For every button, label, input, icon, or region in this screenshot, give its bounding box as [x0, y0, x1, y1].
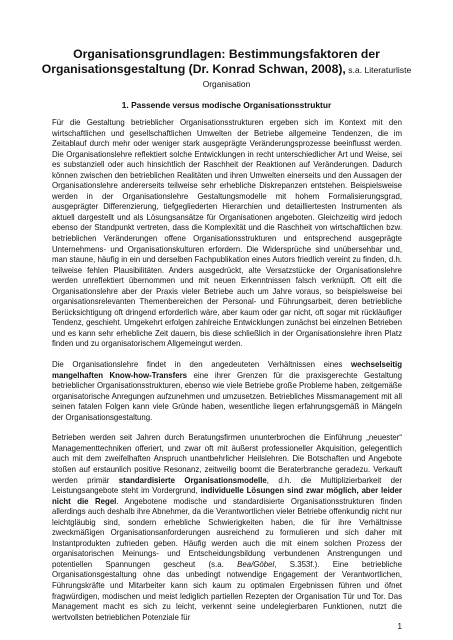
paragraph-3-text-e: . Angebotene modische und standardisierte Organisationsstrukturen finden allerdings auch deshalb ihre Abnehmer, da die Verantwortlichen vieler Betriebe offenkundig nicht nur leichtgläubig sind, sondern erhebliche Schwierigkeiten haben, die für ihre Verhältnisse zweckmäßigen Organisationsanforderungen ausreichend zu formulieren und sich daher mit Instantprodukten zufrieden geben. Häufig werden auch die mit einem solchen Prozess der organisatorischen Meinungs- und Entscheidungsbildung verbundenen Anstrengungen und potentiellen Spannungen gescheut (s.a. — [52, 496, 402, 569]
body-text — [52, 118, 402, 633]
paragraph-3-citation: Bea/Göbel — [237, 559, 275, 569]
paragraph-1-text: Für die Gestaltung betrieblicher Organisationsstrukturen ergeben sich im Kontext mit den wirtschaftlichen und gesellschaftlichen Umwelten der Betriebe allgemeine Tendenzen, die im Zeitablauf durch mehr oder weniger stark ausgeprägte Veränderungsprozesse beeinflusst werden. Die Organisationslehre reflektiert solche Entwicklungen in recht unterschiedlicher Art und Weise, sei es substanziell oder auch hinsichtlich der Raschheit der Reaktionen auf Veränderungen. Dadurch können zwischen den betrieblichen Realitäten und ihren Umwelten einerseits und den Aussagen der Organisationslehre andererseits teilweise sehr erhebliche Diskrepanzen entstehen. Beispielsweise werden in der Organisationslehre Gestaltungsmodelle mit hohem Formalisierungsgrad, ausgeprägter Differenzierung, tiefgegliederten Hierarchien und detailliertesten Instrumenten als aktuell dargestellt und als Lösungsansätze für Organisationen angeboten. Gleichzeitig wird jedoch ebenso der Standpunkt vertreten, dass die Komplexität und die Raschheit von wirtschaftlichen bzw. betrieblichen Veränderungen offene Organisationsstrukturen und entsprechend ausgeprägte Unternehmens- und Organisationskulturen erfordern. Die Widersprüche sind unübersehbar und, man staune, häufig in ein und derselben Fachpublikation eines Autors friedlich vereint zu finden, d.h. teilweise fehlen Plausibilitäten. Anders ausgedrückt, alte Versatzstücke der Organisationslehre werden unreflektiert übernommen und mit neuen Erkenntnissen falsch verknüpft. Oft eilt die Organisationslehre aber der Praxis vieler Betriebe auch um Jahre voraus, so beispielsweise bei organisationsrelevanten Themenbereichen der Personal- und Führungsarbeit, deren betriebliche Berücksichtigung oft dringend erforderlich wäre, aber kaum oder gar nicht, oft sogar mit rückläufiger Tendenz, geschieht. Umgekehrt erfolgen zahlreiche Entwicklungen zunächst bei einzelnen Betrieben und es kann sehr erhebliche Zeit dauern, bis diese schließlich in der Organisationslehre ihren Platz finden und zu organisatorischem Allgemeingut werden. — [52, 118, 402, 349]
paragraph-3-text-a: Betrieben werden seit Jahren durch Beratungsfirmen ununterbrochen die Einführung „neuester“ Managementtechniken offeriert, und zwar oft mit äußerst professioneller Akquisition, gelegentlich auch mit dem zweifelhaften Anspruch unantbehrlicher Heilslehren. Die Botschaften und Angebote stoßen auf erstaunlich positive Resonanz, zeitweilig boomt die Beraterbranche geradezu. Verkauft werden primär — [52, 433, 402, 485]
title-main: Organisationsgrundlagen: Bestimmungsfaktoren der Organisationsgestaltung (Dr. Konrad Schwan, 2008), — [41, 47, 380, 76]
paragraph-2-text-c: eine ihrer Grenzen für die praxisgerechte Gestaltung betrieblicher Organisationsstrukturen, ebenso wie viele Betriebe große Probleme haben, zeitgemäße organisatorische Anregungen aufzunehmen und umzusetzen. Betriebliches Missmanagement mit all seinen fatalen Folgen kann viele Gründe haben, wesentliche liegen erfahrungsgemäß in Mängeln der Organisationsgestaltung. — [52, 370, 402, 422]
paragraph-2-emphasis: wechselseitig mangelhaften Know-how-Transfers — [52, 360, 402, 380]
page-title — [40, 47, 413, 78]
paragraph-3-text-g: , S.353f.). Eine betriebliche Organisationsgestaltung ohne das unbedingt notwendige Engagement der Verantwortlichen, Führungskräfte und Mitarbeiter kann sich kaum zu optimalen Ergebnissen führen und öfnet fragwürdigen, modischen und meist lediglich partiellen Rezepten der Organisation Tür und Tor. Das Management macht es sich zu leicht, verkennt seine undelegierbaren Funktionen, nutzt die wertvollsten betrieblichen Potenziale für — [52, 559, 402, 622]
paragraph-1 — [52, 118, 402, 350]
paragraph-3-emphasis-2: individuelle Lösungen sind zwar möglich, aber leider nicht die Regel — [52, 486, 402, 506]
paragraph-3 — [52, 433, 402, 623]
paragraph-2 — [52, 360, 402, 423]
title-suffix: s.a. Literaturliste — [345, 65, 412, 75]
title-continuation: Organisation — [202, 79, 251, 89]
paragraph-3-emphasis-1: standardisierte Organisationsmodelle — [118, 475, 267, 485]
paragraph-3-text-c: , d.h. die Multiplizierbarkeit der Leistungsangebote steht im Vordergrund, — [52, 475, 403, 496]
page-number: 1 — [397, 622, 402, 631]
paragraph-2-text-a: Die Organisationslehre findet in den angedeuteten Verhältnissen eines — [52, 360, 351, 370]
section-heading: 1. Passende versus modische Organisationsstruktur — [121, 100, 332, 110]
